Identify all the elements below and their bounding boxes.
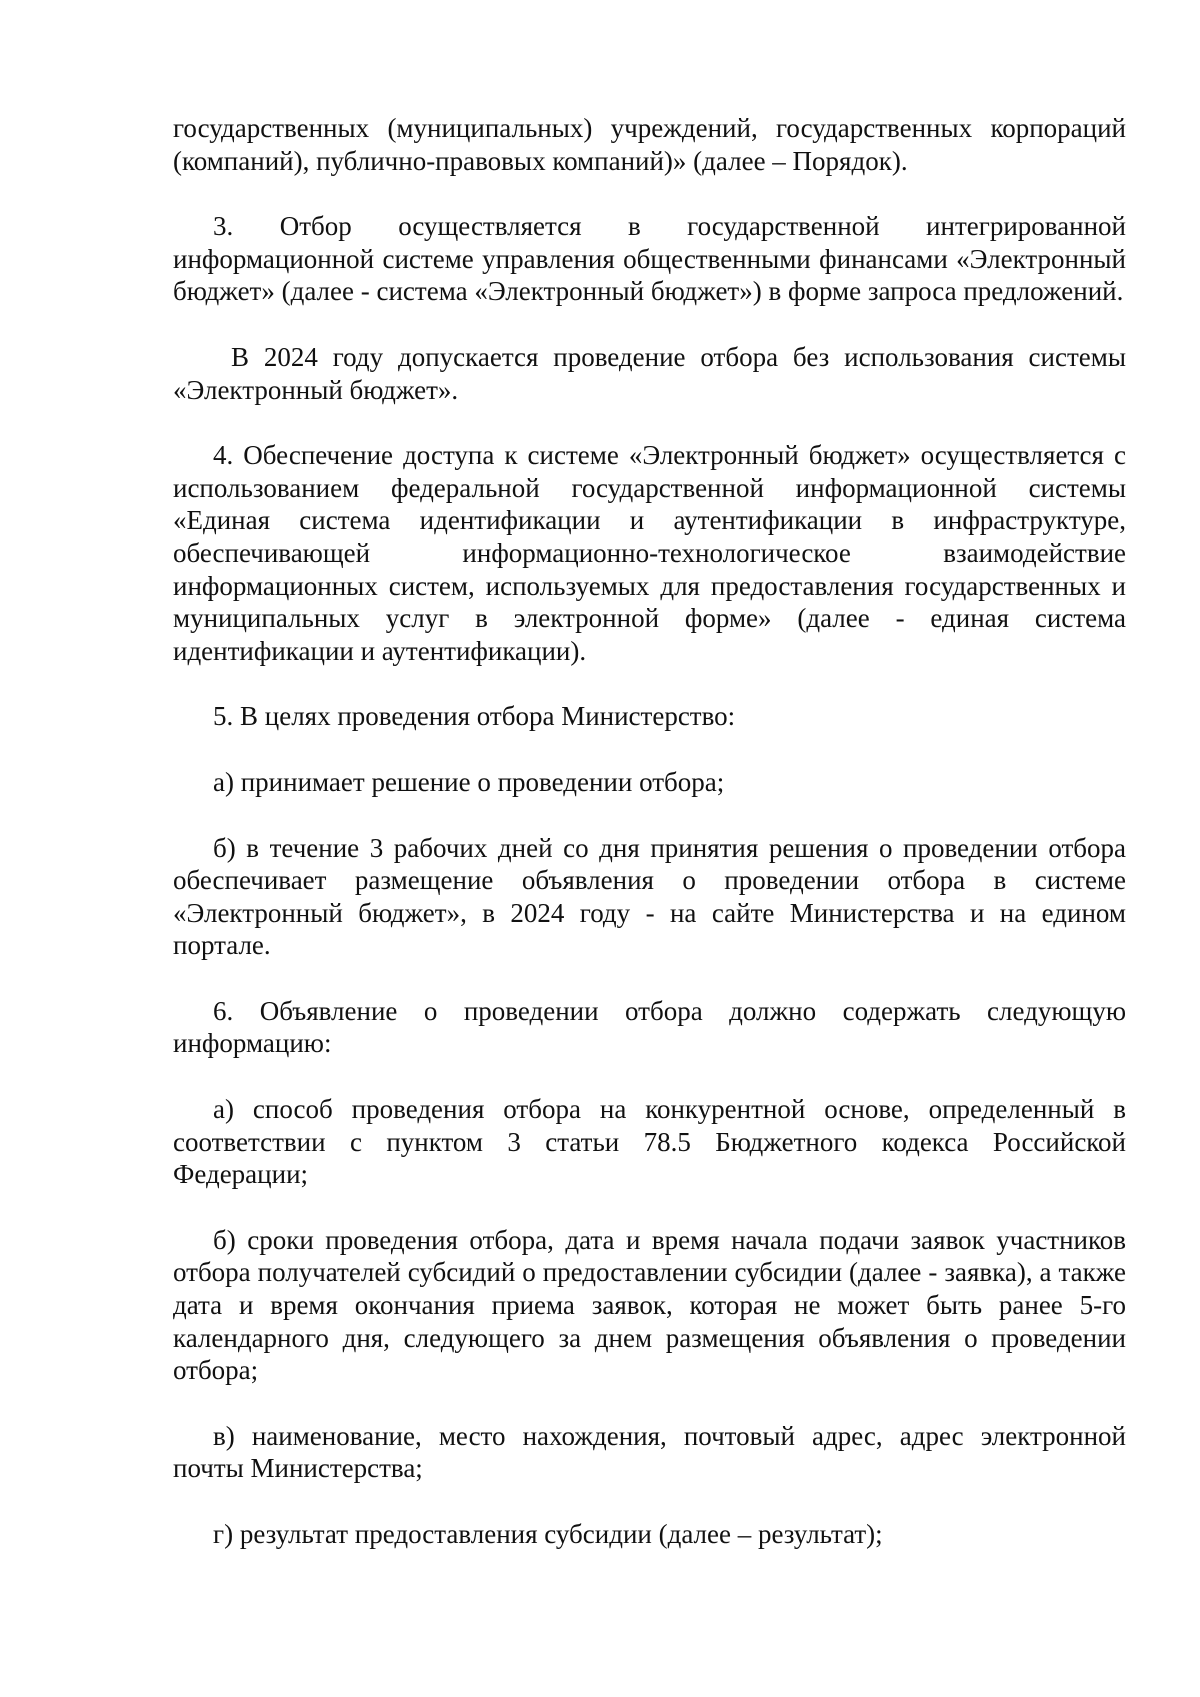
paragraph-item-5: 5. В целях проведения отбора Министерство: bbox=[213, 701, 736, 732]
paragraph-item-6g: г) результат предоставления субсидии (далее – результат); bbox=[213, 1519, 883, 1549]
paragraph-item-6b: б) сроки проведения отбора, дата и время начала подачи заявок участников отбора получателей субсидий о предоставлении субсидии (далее - заявка), а также дата и время окончания приема заявок, которая не может быть ранее 5-го календарного дня, следующего за днем размещения объявления о проведении отбора; bbox=[173, 1224, 1126, 1386]
paragraph-item-6v: в) наименование, место нахождения, почтовый адрес, адрес электронной почты Министерства; bbox=[173, 1420, 1126, 1484]
paragraph-item-6a: а) способ проведения отбора на конкурентной основе, определенный в соответствии с пунктом 3 статьи 78.5 Бюджетного кодекса Российской Федерации; bbox=[173, 1094, 1126, 1190]
paragraph-item-5a: а) принимает решение о проведении отбора; bbox=[213, 766, 725, 797]
document-page bbox=[173, 112, 1126, 1551]
paragraph-item-3-note: В 2024 году допускается проведение отбора без использования системы «Электронный бюджет». bbox=[173, 341, 1126, 405]
paragraph-item-6: 6. Объявление о проведении отбора должно содержать следующую информацию: bbox=[173, 995, 1126, 1059]
paragraph-item-4: 4. Обеспечение доступа к системе «Электронный бюджет» осуществляется с использованием федеральной государственной информационной системы «Единая система идентификации и аутентификации в инфраструктуре, обеспечивающей информационно-технологическое взаимодействие информационных систем, используемых для предоставления государственных и муниципальных услуг в электронной форме» (далее - единая система идентификации и аутентификации). bbox=[173, 440, 1126, 666]
paragraph-item-5b: б) в течение 3 рабочих дней со дня принятия решения о проведении отбора обеспечивает размещение объявления о проведении отбора в системе «Электронный бюджет», в 2024 году - на сайте Министерства и на едином портале. bbox=[173, 832, 1126, 961]
paragraph-item-3: 3. Отбор осуществляется в государственной интегрированной информационной системе управления общественными финансами «Электронный бюджет» (далее - система «Электронный бюджет») в форме запроса предложений. bbox=[173, 211, 1126, 307]
paragraph-continuation: государственных (муниципальных) учреждений, государственных корпораций (компаний), публично-правовых компаний)» (далее – Порядок). bbox=[173, 113, 1126, 176]
